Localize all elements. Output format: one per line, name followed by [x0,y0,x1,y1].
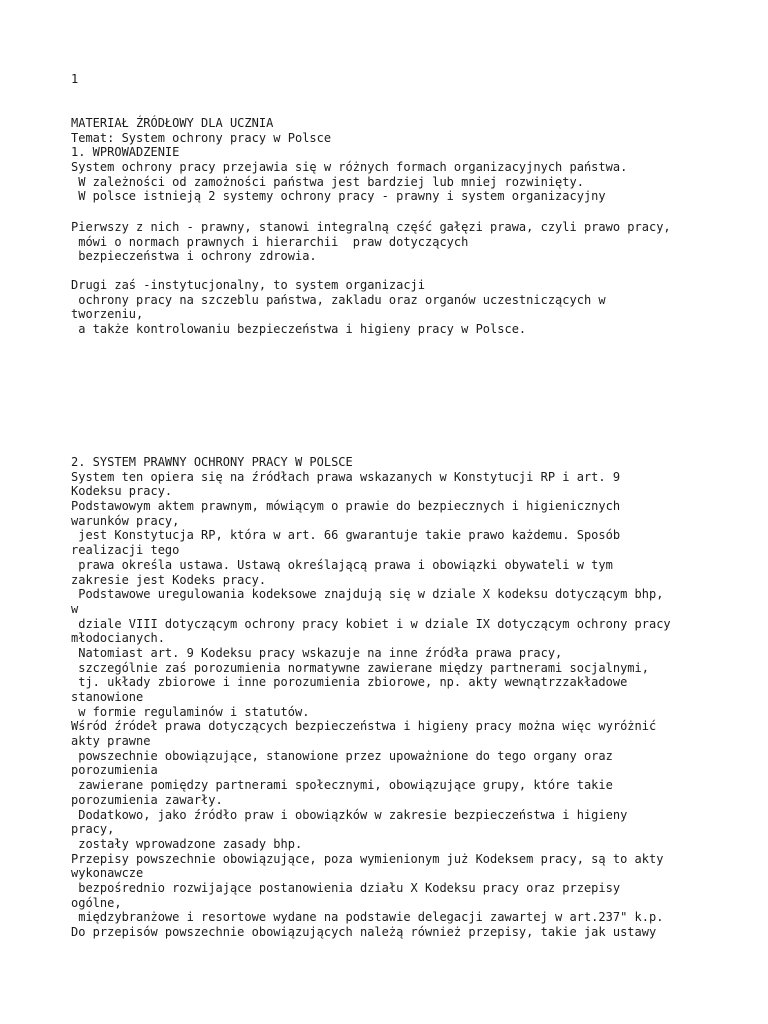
text-line: powszechnie obowiązujące, stanowione przez upoważnione do tego organy oraz [71,748,613,763]
text-line: wykonawcze [71,866,144,881]
text-line: tworzeniu, [71,307,144,322]
text-line: W zależności od zamożności państwa jest bardziej lub mniej rozwinięty. [71,174,584,189]
text-line: Dodatkowo, jako źródło praw i obowiązków w zakresie bezpieczeństwa i higieny [71,807,628,822]
text-line: jest Konstytucja RP, która w art. 66 gwarantuje takie prawo każdemu. Sposób [71,528,621,543]
text-line: Natomiast art. 9 Kodeksu pracy wskazuje na inne źródła prawa pracy, [71,645,563,660]
text-line: System ochrony pracy przejawia się w różnych formach organizacyjnych państwa. [71,160,628,175]
text-line: Kodeksu pracy. [71,484,173,499]
text-line: Do przepisów powszechnie obowiązujących należą również przepisy, takie jak ustawy [71,925,657,939]
text-line: bezpieczeństwa i ochrony zdrowia. [71,249,317,264]
text-line: Wśród źródeł prawa dotyczących bezpieczeństwa i higieny pracy można więc wyróżnić [71,719,657,734]
text-line: akty prawne [71,734,151,749]
text-line: W polsce istnieją 2 systemy ochrony pracy - prawny i system organizacyjny [71,189,606,204]
text-line: dziale VIII dotyczącym ochrony pracy kobiet i w dziale IX dotyczącym ochrony pracy [71,616,671,631]
text-line: realizacji tego [71,543,180,558]
document-heading: MATERIAŁ ŹRÓDŁOWY DLA UCZNIA [71,116,274,130]
text-line: ochrony pracy na szczeblu państwa, zakladu oraz organów uczestniczących w [71,292,606,307]
text-line: Przepisy powszechnie obowiązujące, poza wymienionym już Kodeksem pracy, są to akty [71,851,664,866]
text-line: w formie regulaminów i statutów. [71,704,310,719]
text-line: Drugi zaś -instytucjonalny, to system organizacji [71,278,426,292]
text-line: w [71,601,79,616]
text-line: ogólne, [71,895,122,910]
section-heading-legal-system: 2. SYSTEM PRAWNY OCHRONY PRACY W POLSCE [71,455,353,469]
text-line: zawierane pomiędzy partnerami społecznymi, obowiązujące grupy, które takie [71,778,613,793]
page-number: 1 [71,72,79,86]
text-line: szczególnie zaś porozumienia normatywne zawierane między partnerami socjalnymi, [71,660,649,675]
text-line: bezpośrednio rozwijające postanowienia działu X Kodeksu pracy oraz przepisy [71,880,621,895]
intro-section [71,116,711,204]
text-line: stanowione [71,690,144,704]
text-line: Pierwszy z nich - prawny, stanowi integralną część gałęzi prawa, czyli prawo pracy, [71,220,671,234]
text-line: zakresie jest Kodeks pracy. [71,572,267,587]
text-line: zostały wprowadzone zasady bhp. [71,836,303,851]
text-line: młodocianych. [71,631,165,646]
text-line: Podstawowe uregulowania kodeksowe znajdują się w dziale X kodeksu dotyczącym bhp, [71,587,664,602]
text-line: tj. układy zbiorowe i inne porozumienia zbiorowe, np. akty wewnątrzzakładowe [71,675,628,690]
topic-line: Temat: System ochrony pracy w Polsce [71,130,332,145]
text-line: Podstawowym aktem prawnym, mówiącym o prawie do bezpiecznych i higienicznych [71,499,621,514]
section-heading-introduction: 1. WPROWADZENIE [71,145,180,160]
text-line: a także kontrolowaniu bezpieczeństwa i higieny pracy w Polsce. [71,322,527,337]
text-line: mówi o normach prawnych i hierarchii praw dotyczących [71,234,469,249]
legal-system-section [71,455,711,940]
text-line: System ten opiera się na źródłach prawa wskazanych w Konstytucji RP i art. 9 [71,469,621,484]
text-line: warunków pracy, [71,513,180,528]
text-line: porozumienia zawarły. [71,792,223,807]
institutional-system-paragraph [71,278,711,337]
text-line: międzybranżowe i resortowe wydane na podstawie delegacji zawartej w art.237" k.p. [71,910,664,925]
text-line: pracy, [71,822,115,837]
text-line: prawa określa ustawa. Ustawą określającą prawa i obowiązki obywateli w tym [71,557,613,572]
text-line: porozumienia [71,763,158,778]
legal-system-paragraph [71,220,711,264]
